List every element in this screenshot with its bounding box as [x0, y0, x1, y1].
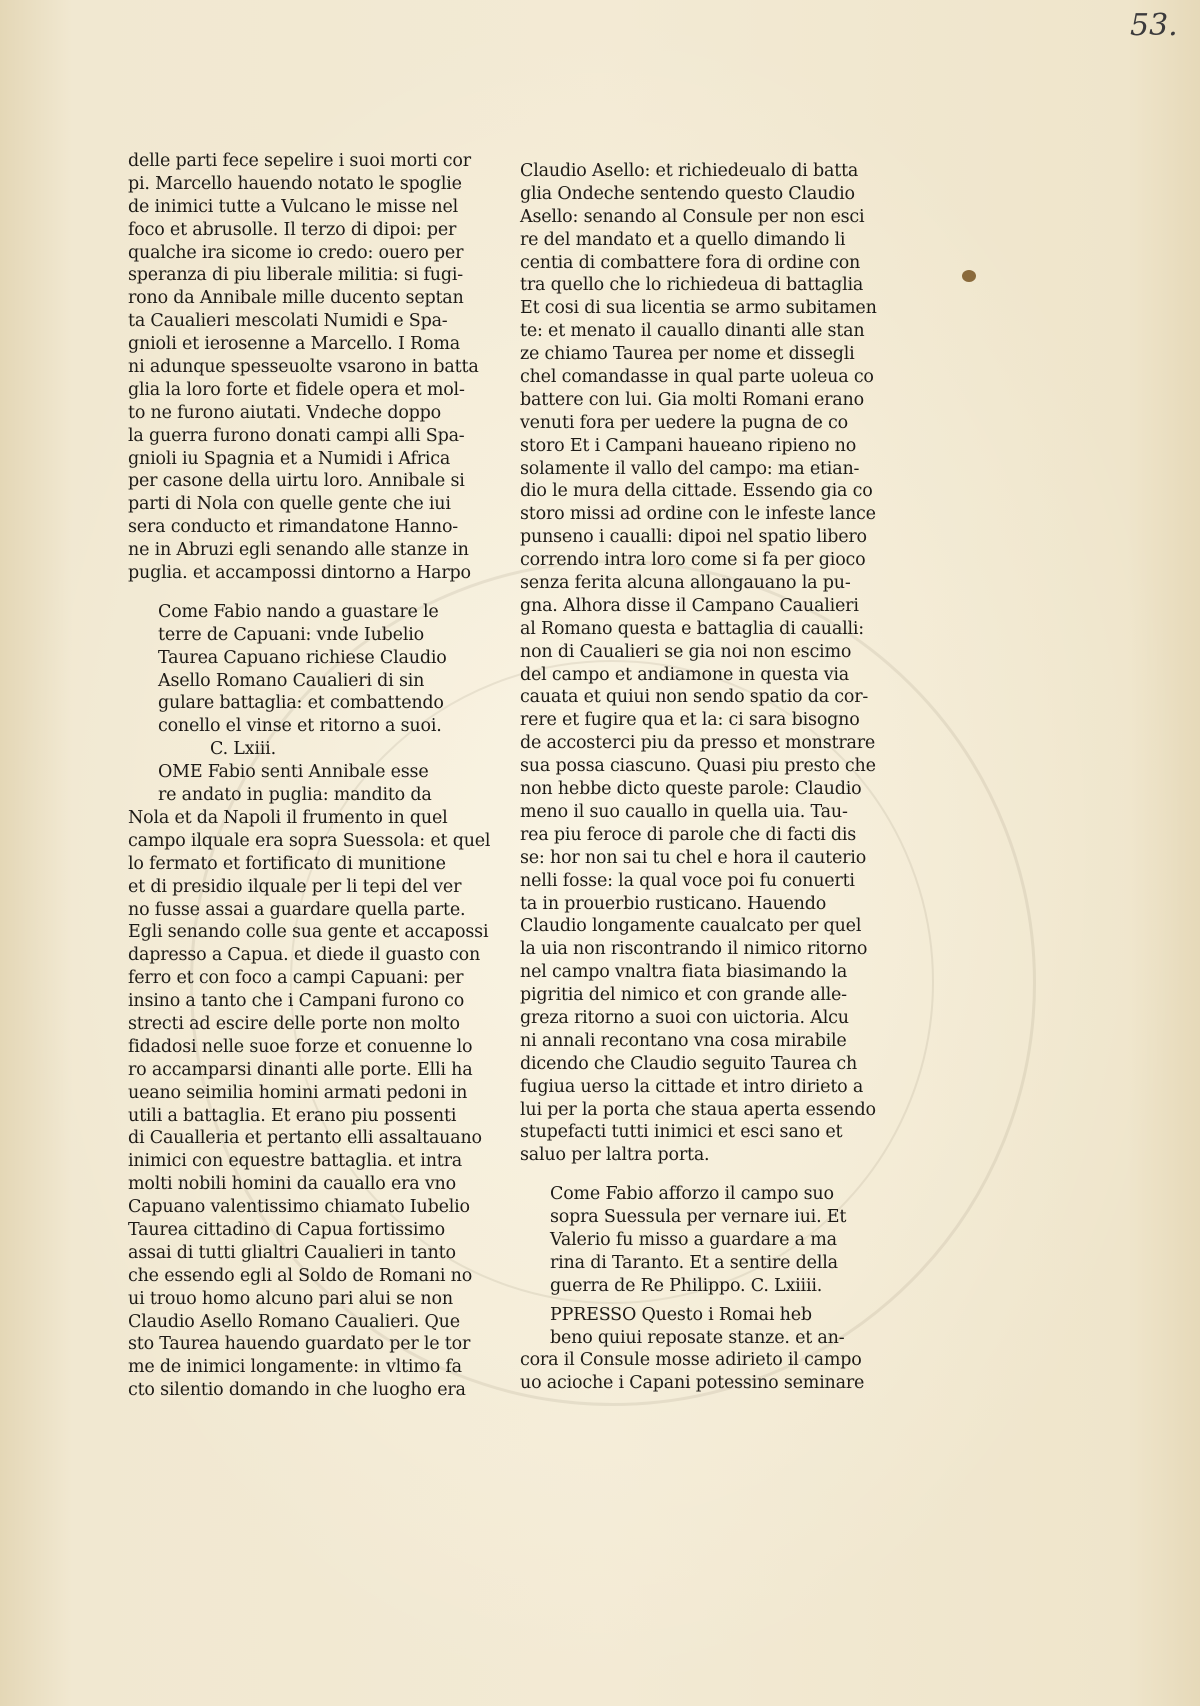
text-line: Claudio longamente caualcato per quel [520, 916, 862, 937]
text-line: guerra de Re Philippo. C. Lxiiii. [550, 1275, 823, 1296]
chapter-lxiiii-text [520, 1304, 865, 1396]
text-line: ferro et con foco a campi Capuani: per [128, 968, 464, 989]
text-line: storo missi ad ordine con le infeste lance [520, 504, 876, 525]
text-line: venuti fora per uedere la pugna de co [520, 412, 848, 433]
text-line: ta Caualieri mescolati Numidi e Spa- [128, 311, 448, 332]
text-line: di Caualleria et pertanto elli assaltauano [128, 1128, 482, 1149]
text-line: fugiua uerso la cittade et intro dirieto a [520, 1076, 864, 1097]
text-line: battere con lui. Gia molti Romani erano [520, 389, 864, 410]
text-line: chel comandasse in qual parte uoleua co [520, 367, 874, 388]
text-line: gnioli et ierosenne a Marcello. I Roma [128, 334, 461, 355]
text-line: OME Fabio senti Annibale esse [158, 762, 429, 783]
text-line: to ne furono aiutati. Vndeche doppo [128, 402, 441, 423]
text-line: parti di Nola con quelle gente che iui [128, 494, 451, 515]
text-line: ni annali recontano vna cosa mirabile [520, 1030, 847, 1051]
text-line: Come Fabio afforzo il campo suo [550, 1184, 834, 1205]
text-line: Valerio fu misso a guardare a ma [550, 1229, 837, 1250]
text-line: C. Lxiii. [210, 739, 276, 760]
text-line: solamente il vallo del campo: ma etian- [520, 458, 860, 479]
text-line: conello el vinse et ritorno a suoi. [158, 716, 442, 737]
text-line: cauata et quiui non sendo spatio da cor- [520, 687, 869, 708]
text-line: rina di Taranto. Et a sentire della [550, 1252, 838, 1273]
text-line: storo Et i Campani haueano ripieno no [520, 435, 857, 456]
text-line: rono da Annibale mille ducento septan [128, 288, 464, 309]
chapter-lxiii-text [128, 761, 491, 1402]
text-line: la uia non riscontrando il nimico ritorno [520, 939, 868, 960]
text-line: Claudio Asello: et richiedeualo di batta [520, 161, 859, 181]
left-column-text [128, 150, 479, 585]
chapter-heading-lxiiii [520, 1183, 862, 1297]
left-column [128, 150, 491, 1402]
spacer [520, 1167, 862, 1183]
text-line: senza ferita alcuna allongauano la pu- [520, 573, 851, 594]
text-line: rea piu feroce di parole che di facti dis [520, 824, 857, 845]
right-column-text [520, 160, 877, 1167]
text-line: puglia. et accampossi dintorno a Harpo [128, 563, 471, 584]
text-line: et di presidio ilquale per li tepi del ver [128, 876, 462, 897]
text-line: dapresso a Capua. et diede il guasto con [128, 945, 481, 966]
text-line: Capuano valentissimo chiamato Iubelio [128, 1197, 470, 1218]
text-line: campo ilquale era sopra Suessola: et quel [128, 830, 491, 851]
text-line: gulare battaglia: et combattendo [158, 693, 444, 714]
text-line: cto silentio domando in che luogho era [128, 1380, 466, 1401]
text-line: ze chiamo Taurea per nome et dissegli [520, 344, 855, 365]
text-line: centia di combattere fora di ordine con [520, 252, 861, 273]
text-line: Nola et da Napoli il frumento in quel [128, 807, 448, 828]
text-line: cora il Consule mosse adirieto il campo [520, 1350, 862, 1371]
text-line: sopra Suessula per vernare iui. Et [550, 1207, 847, 1228]
text-line: lui per la porta che staua aperta essendo [520, 1099, 876, 1120]
text-line: qualche ira sicome io credo: ouero per [128, 242, 464, 263]
text-line: ni adunque spesseuolte vsarono in batta [128, 357, 479, 378]
text-line: ne in Abruzi egli senando alle stanze in [128, 540, 469, 561]
text-line: lo fermato et fortificato di munitione [128, 853, 446, 874]
text-line: re andato in puglia: mandito da [158, 785, 432, 806]
text-line: Taurea cittadino di Capua fortissimo [128, 1219, 445, 1240]
text-line: sua possa ciascuno. Quasi piu presto che [520, 756, 876, 777]
text-line: per casone della uirtu loro. Annibale si [128, 471, 465, 492]
text-line: uo acioche i Capani potessino seminare [520, 1373, 865, 1394]
text-line: Taurea Capuano richiese Claudio [158, 647, 447, 668]
text-line: ui trouo homo alcuno pari alui se non [128, 1288, 453, 1309]
text-line: greza ritorno a suoi con uictoria. Alcu [520, 1007, 849, 1028]
text-line: no fusse assai a guardare quella parte. [128, 899, 466, 920]
text-line: ueano seimilia homini armati pedoni in [128, 1082, 468, 1103]
text-line: molti nobili homini da cauallo era vno [128, 1174, 456, 1195]
text-line: gna. Alhora disse il Campano Caualieri [520, 595, 859, 616]
text-line: sera conducto et rimandatone Hanno- [128, 517, 459, 538]
text-line: me de inimici longamente: in vltimo fa [128, 1357, 462, 1378]
text-line: sto Taurea hauendo guardato per le tor [128, 1334, 471, 1355]
text-line: meno il suo cauallo in quella uia. Tau- [520, 801, 848, 822]
text-line: Claudio Asello Romano Caualieri. Que [128, 1311, 460, 1332]
text-line: Et cosi di sua licentia se armo subitamen [520, 298, 877, 319]
text-line: Asello Romano Caualieri di sin [158, 670, 425, 691]
text-line: Egli senando colle sua gente et accapossi [128, 922, 489, 943]
text-line: dio le mura della cittade. Essendo gia co [520, 481, 873, 502]
text-line: speranza di piu liberale militia: si fugi- [128, 265, 463, 286]
text-line: glia Ondeche sentendo questo Claudio [520, 183, 855, 204]
text-line: punseno i caualli: dipoi nel spatio libero [520, 527, 867, 548]
text-line: re del mandato et a quello dimando li [520, 229, 846, 250]
text-line: stupefacti tutti inimici et esci sano et [520, 1122, 843, 1143]
text-line: rere et fugire qua et la: ci sara bisogno [520, 710, 860, 731]
text-line: dicendo che Claudio seguito Taurea ch [520, 1053, 858, 1074]
text-line: assai di tutti glialtri Caualieri in tanto [128, 1242, 456, 1263]
text-line: la guerra furono donati campi alli Spa- [128, 425, 465, 446]
text-line: se: hor non sai tu chel e hora il cauterio [520, 847, 867, 868]
text-line: inimici con equestre battaglia. et intra [128, 1151, 463, 1172]
text-line: fidadosi nelle suoe forze et conuenne lo [128, 1036, 473, 1057]
text-line: ta in prouerbio rusticano. Hauendo [520, 893, 827, 914]
text-line: non hebbe dicto queste parole: Claudio [520, 779, 862, 800]
text-line: nel campo vnaltra fiata biasimando la [520, 962, 848, 983]
text-line: de inimici tutte a Vulcano le misse nel [128, 196, 459, 217]
text-line: foco et abrusolle. Il terzo di dipoi: per [128, 219, 457, 240]
ink-stain [962, 270, 976, 282]
text-line: PPRESSO Questo i Romai heb [550, 1304, 812, 1325]
text-line: insino a tanto che i Campani furono co [128, 991, 465, 1012]
text-line: del campo et andiamone in questa via [520, 664, 850, 685]
folio-number: 53. [1130, 8, 1178, 43]
text-line: pi. Marcello hauendo notato le spoglie [128, 173, 462, 194]
text-line: utili a battaglia. Et erano piu possenti [128, 1105, 457, 1126]
text-line: terre de Capuani: vnde Iubelio [158, 624, 424, 645]
text-line: correndo intra loro come si fa per gioco [520, 550, 866, 571]
text-line: Asello: senando al Consule per non esci [520, 206, 865, 227]
text-line: Come Fabio nando a guastare le [158, 601, 439, 622]
text-line: non di Caualieri se gia noi non escimo [520, 641, 852, 662]
text-line: saluo per laltra porta. [520, 1145, 710, 1166]
text-line: strecti ad escire delle porte non molto [128, 1013, 460, 1034]
text-line: te: et menato il cauallo dinanti alle stan [520, 321, 865, 342]
text-line: de accosterci piu da presso et monstrare [520, 733, 876, 754]
text-line: ro accamparsi dinanti alle porte. Elli ha [128, 1059, 473, 1080]
text-line: glia la loro forte et fidele opera et mol- [128, 379, 465, 400]
right-column [520, 160, 877, 1395]
spacer [128, 585, 464, 601]
text-line: pigritia del nimico et con grande alle- [520, 985, 847, 1006]
text-line: gnioli iu Spagnia et a Numidi i Africa [128, 448, 451, 469]
text-line: nelli fosse: la qual voce poi fu conuerti [520, 870, 855, 891]
text-line: che essendo egli al Soldo de Romani no [128, 1265, 473, 1286]
text-line: al Romano questa e battaglia di caualli: [520, 618, 864, 639]
text-line: delle parti fece sepelire i suoi morti cor [128, 151, 471, 171]
text-line: beno quiui reposate stanze. et an- [550, 1327, 845, 1348]
chapter-heading-lxiii [128, 601, 464, 761]
text-line: tra quello che lo richiedeua di battaglia [520, 275, 864, 296]
